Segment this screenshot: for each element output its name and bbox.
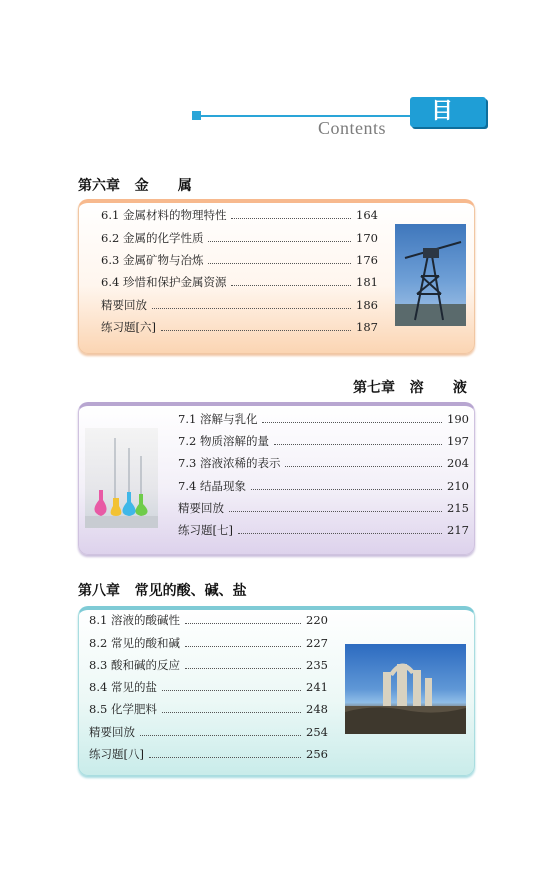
entry-label: 8.4 常见的盐 xyxy=(89,680,157,694)
toc-entry[interactable] xyxy=(178,500,469,522)
entry-label: 8.1 溶液的酸碱性 xyxy=(89,613,180,627)
dot-leader xyxy=(274,434,442,445)
flasks-photo xyxy=(85,428,158,528)
toc-entry[interactable] xyxy=(101,297,378,319)
entry-page: 204 xyxy=(447,456,469,470)
entry-page: 197 xyxy=(447,434,469,448)
dot-leader xyxy=(185,636,301,647)
toc-entry[interactable] xyxy=(178,411,469,433)
toc-entry[interactable] xyxy=(178,478,469,500)
toc-entry[interactable] xyxy=(101,207,378,229)
entry-page: 176 xyxy=(356,253,378,267)
entry-page: 187 xyxy=(356,320,378,334)
entry-label: 练习题[八] xyxy=(89,747,144,761)
dot-leader xyxy=(162,702,301,713)
dot-leader xyxy=(231,208,351,219)
entry-label: 7.4 结晶现象 xyxy=(178,479,246,493)
dot-leader xyxy=(238,523,442,534)
toc-entry[interactable] xyxy=(178,455,469,477)
toc-entry[interactable] xyxy=(178,522,469,544)
toc-entry[interactable] xyxy=(89,724,328,746)
entry-page: 220 xyxy=(306,613,328,627)
entry-page: 235 xyxy=(306,658,328,672)
toc-entry[interactable] xyxy=(89,746,328,768)
entry-page: 210 xyxy=(447,479,469,493)
chapter-6-heading: 第六章 金 属 xyxy=(78,178,192,194)
toc-subtitle: Contents xyxy=(318,118,387,138)
entry-page: 227 xyxy=(306,636,328,650)
chapter-8-heading: 第八章 常见的酸、碱、盐 xyxy=(78,583,247,599)
entry-page: 164 xyxy=(356,208,378,222)
entry-page: 181 xyxy=(356,275,378,289)
dot-leader xyxy=(161,320,351,331)
toc-entry[interactable] xyxy=(89,679,328,701)
entry-label: 7.3 溶液浓稀的表示 xyxy=(178,456,281,470)
toc-entry[interactable] xyxy=(89,612,328,634)
entry-page: 248 xyxy=(306,702,328,716)
entry-page: 186 xyxy=(356,298,378,312)
entry-page: 215 xyxy=(447,501,469,515)
entry-label: 精要回放 xyxy=(89,725,135,739)
dot-leader xyxy=(208,231,351,242)
dot-leader xyxy=(185,613,301,624)
entry-page: 256 xyxy=(306,747,328,761)
entry-label: 精要回放 xyxy=(178,501,224,515)
entry-label: 练习题[七] xyxy=(178,523,233,537)
dot-leader xyxy=(208,253,351,264)
toc-entry[interactable] xyxy=(89,635,328,657)
entry-label: 8.3 酸和碱的反应 xyxy=(89,658,180,672)
toc-entry[interactable] xyxy=(101,319,378,341)
toc-entry[interactable] xyxy=(101,252,378,274)
dot-leader xyxy=(229,501,442,512)
header-rule xyxy=(197,115,427,117)
entry-label: 6.3 金属矿物与冶炼 xyxy=(101,253,204,267)
dot-leader xyxy=(152,298,351,309)
toc-entry[interactable] xyxy=(101,230,378,252)
toc-entry[interactable] xyxy=(89,701,328,723)
dot-leader xyxy=(185,658,301,669)
dot-leader xyxy=(251,479,442,490)
entry-label: 7.2 物质溶解的量 xyxy=(178,434,269,448)
entry-page: 190 xyxy=(447,412,469,426)
entry-label: 精要回放 xyxy=(101,298,147,312)
dot-leader xyxy=(149,747,301,758)
entry-label: 7.1 溶解与乳化 xyxy=(178,412,258,426)
entry-label: 6.2 金属的化学性质 xyxy=(101,231,204,245)
dot-leader xyxy=(285,456,442,467)
dot-leader xyxy=(140,725,301,736)
toc-entry[interactable] xyxy=(101,274,378,296)
toc-entry[interactable] xyxy=(89,657,328,679)
entry-label: 6.4 珍惜和保护金属资源 xyxy=(101,275,227,289)
entry-label: 8.5 化学肥料 xyxy=(89,702,157,716)
crane-photo xyxy=(395,224,466,326)
entry-page: 170 xyxy=(356,231,378,245)
toc-title: 目 录 xyxy=(410,97,486,127)
entry-label: 8.2 常见的酸和碱 xyxy=(89,636,180,650)
ruins-photo xyxy=(345,644,466,734)
toc-entry[interactable] xyxy=(178,433,469,455)
entry-page: 241 xyxy=(306,680,328,694)
dot-leader xyxy=(231,275,351,286)
entry-page: 217 xyxy=(447,523,469,537)
entry-page: 254 xyxy=(306,725,328,739)
dot-leader xyxy=(162,680,301,691)
chapter-7-heading: 第七章 溶 液 xyxy=(353,380,467,396)
dot-leader xyxy=(262,412,442,423)
entry-label: 6.1 金属材料的物理特性 xyxy=(101,208,227,222)
entry-label: 练习题[六] xyxy=(101,320,156,334)
